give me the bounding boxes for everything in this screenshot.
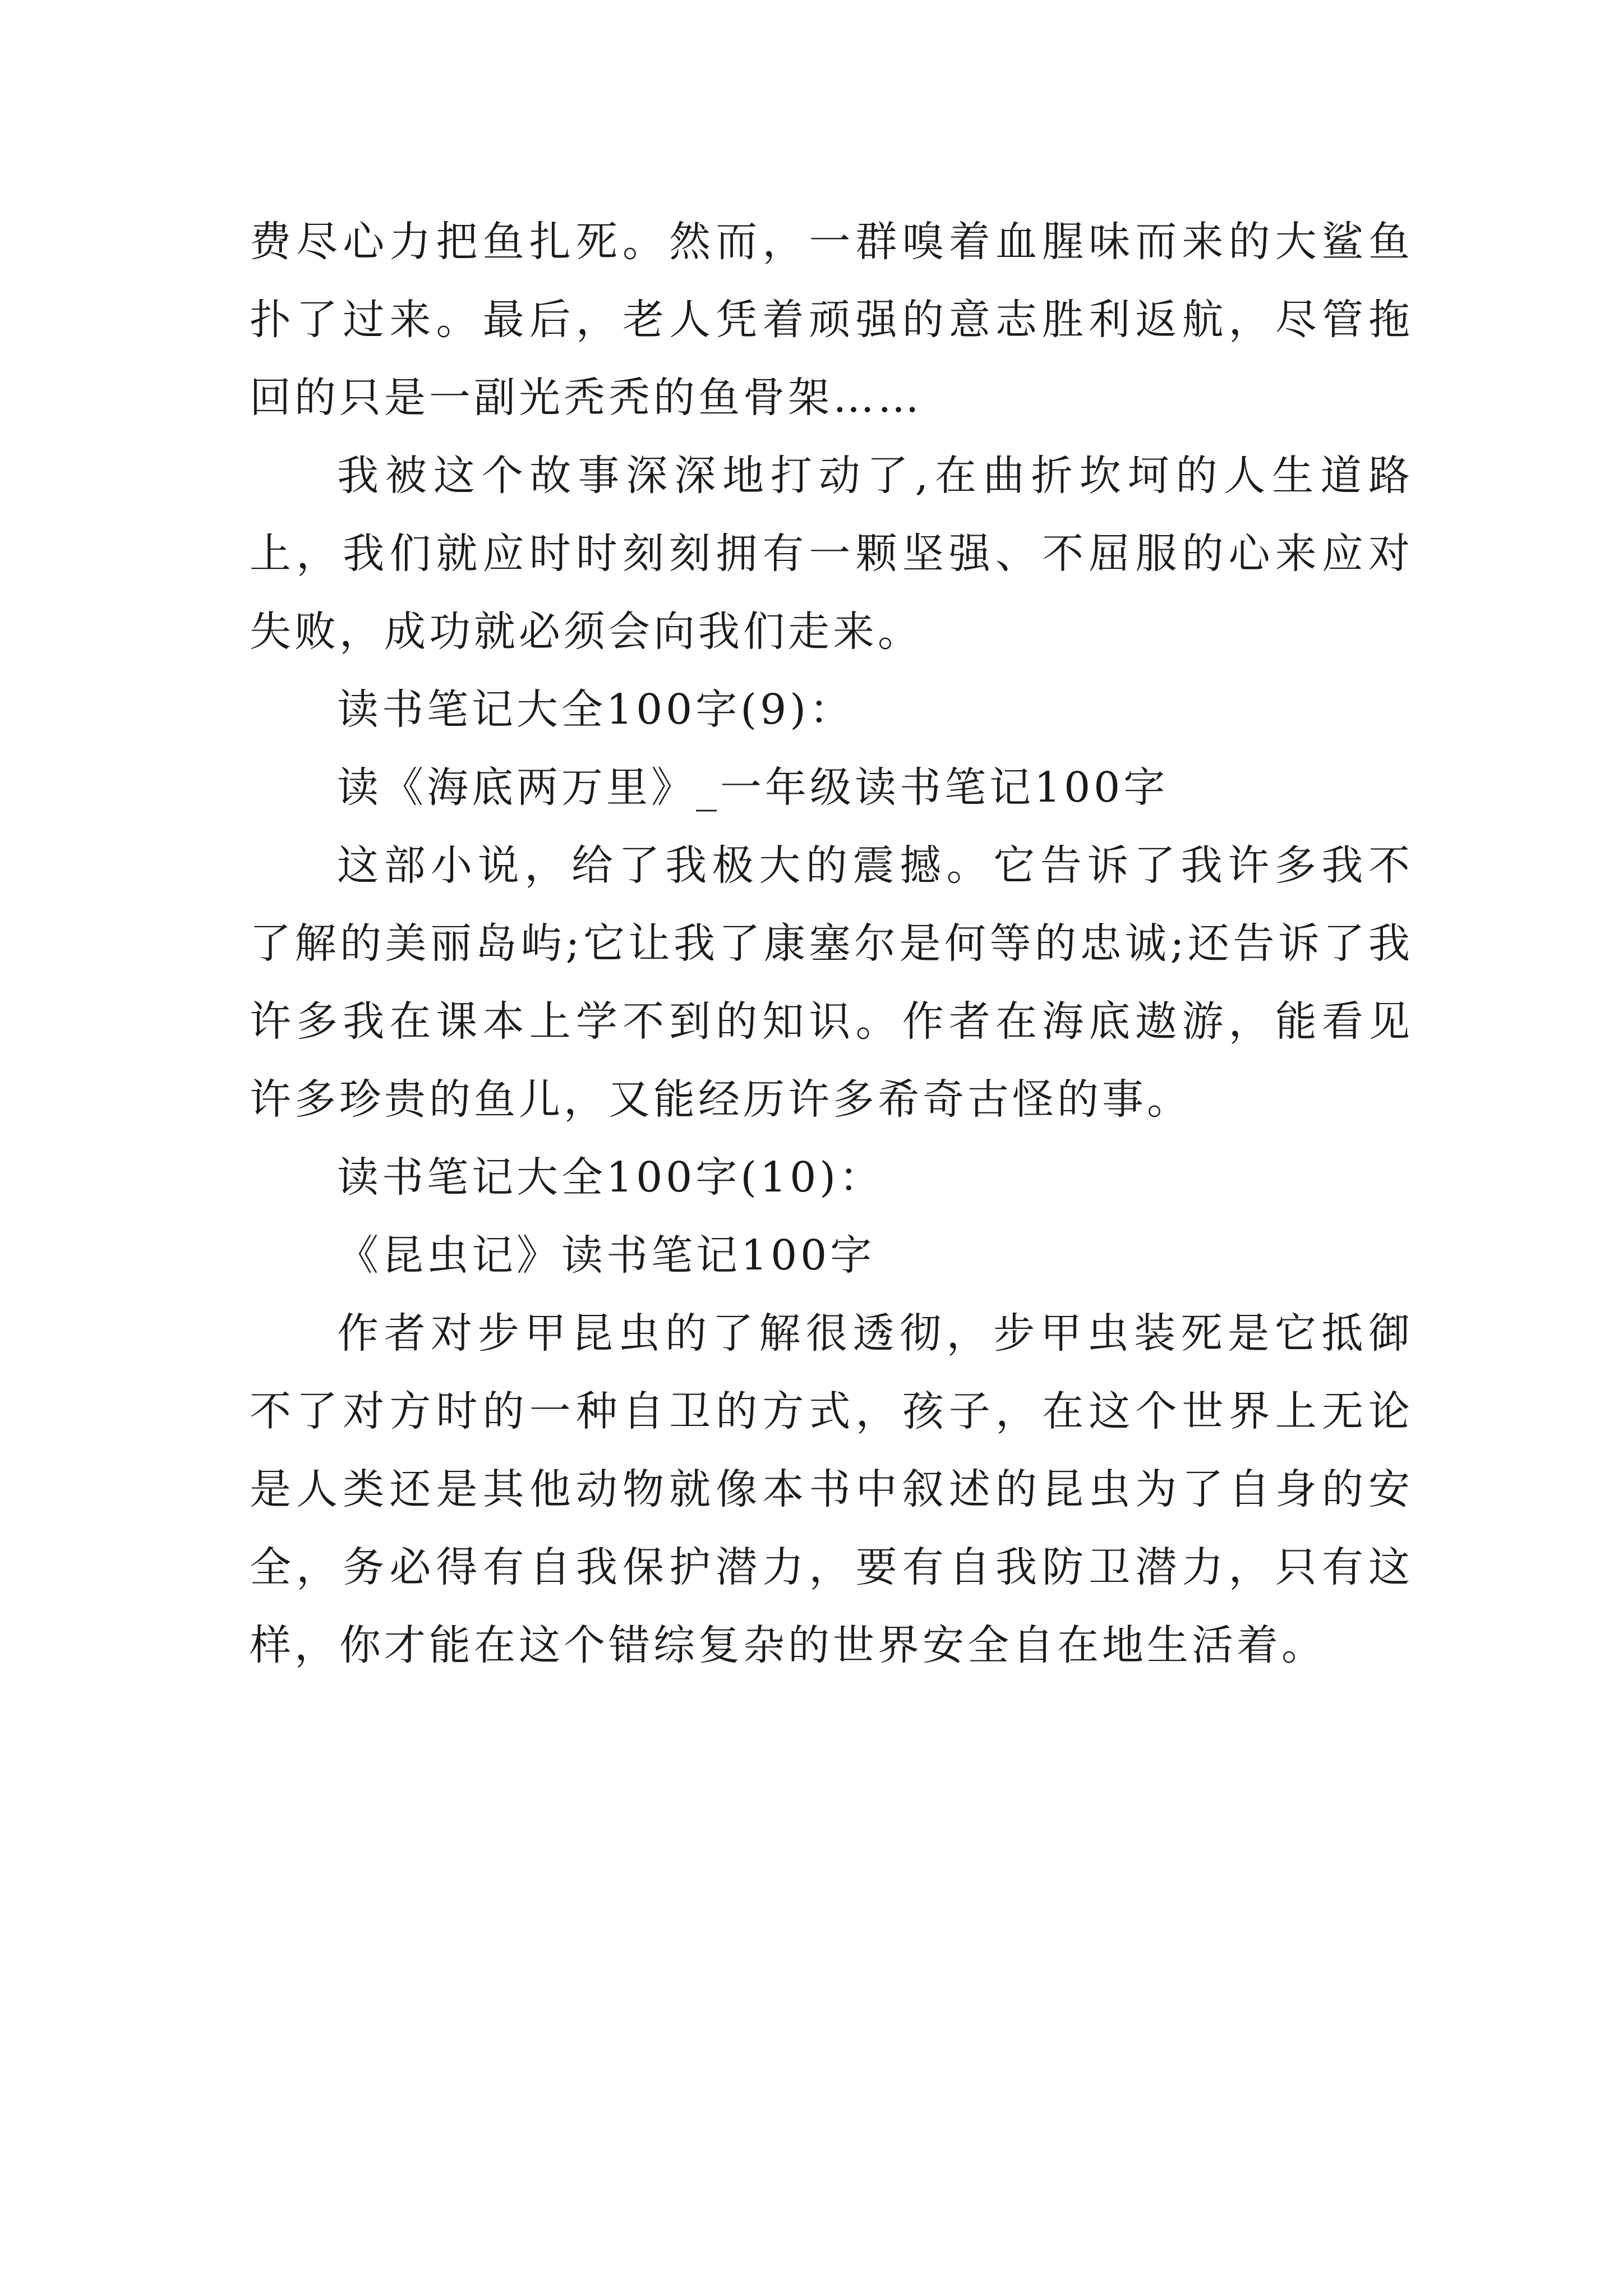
paragraph-reflection: 我被这个故事深深地打动了,在曲折坎坷的人生道路上，我们就应时时刻刻拥有一颗坚强、不屈服的心来应对失败，成功就必须会向我们走来。 xyxy=(250,452,1413,656)
paragraph-insect-records: 作者对步甲昆虫的了解很透彻，步甲虫装死是它抵御不了对方时的一种自卫的方式，孩子，在这个世界上无论是人类还是其他动物就像本书中叙述的昆虫为了自身的安全，务必得有自我保护潜力，要有自我防卫潜力，只有这样，你才能在这个错综复杂的世界安全自在地生活着。 xyxy=(250,1309,1413,1669)
document-body xyxy=(250,203,1413,1685)
note-title-20000-leagues: 读《海底两万里》_一年级读书笔记100字 xyxy=(337,763,1169,812)
note-title-insect-records: 《昆虫记》读书笔记100字 xyxy=(337,1231,875,1280)
section-heading-9: 读书笔记大全100字(9)： xyxy=(337,685,855,734)
section-heading-10: 读书笔记大全100字(10)： xyxy=(337,1153,884,1202)
paragraph-story-ending: 费尽心力把鱼扎死。然而，一群嗅着血腥味而来的大鲨鱼扑了过来。最后，老人凭着顽强的意志胜利返航，尽管拖回的只是一副光秃秃的鱼骨架…… xyxy=(250,218,1413,422)
paragraph-20000-leagues: 这部小说，给了我极大的震撼。它告诉了我许多我不了解的美丽岛屿;它让我了康塞尔是何等的忠诚;还告诉了我许多我在课本上学不到的知识。作者在海底遨游，能看见许多珍贵的鱼儿，又能经历许多希奇古怪的事。 xyxy=(250,841,1413,1124)
